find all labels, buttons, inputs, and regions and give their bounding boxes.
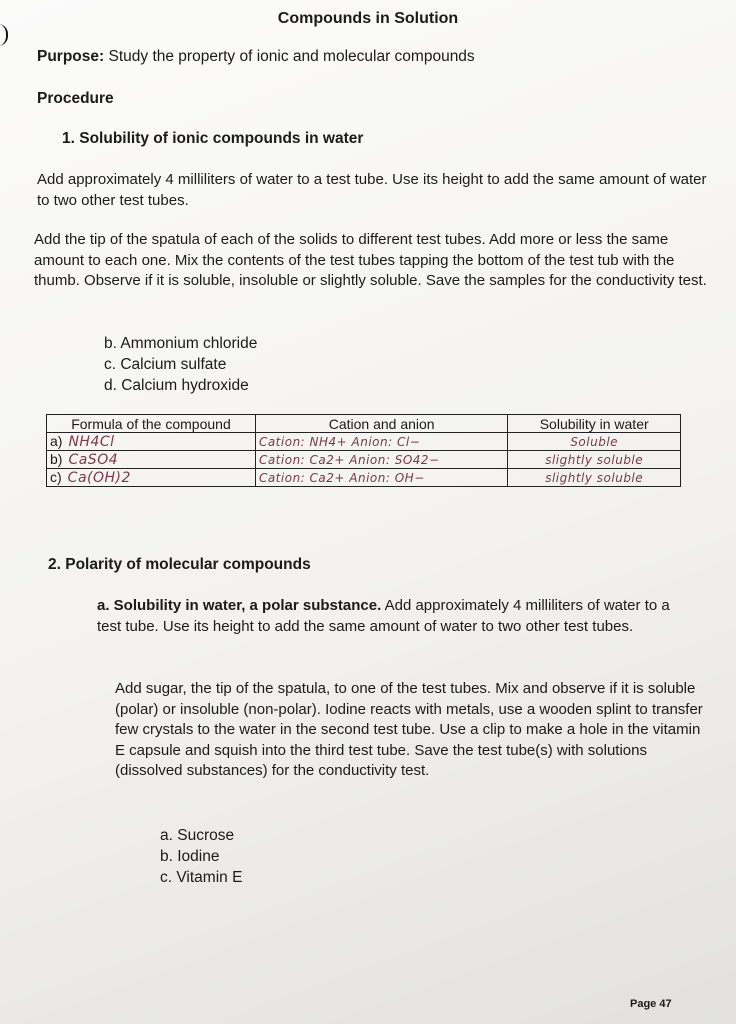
- handwritten-solubility: slightly soluble: [545, 471, 644, 485]
- formula-cell: [47, 451, 256, 469]
- solubility-table: [46, 414, 681, 487]
- handwritten-formula: Ca(OH)2: [67, 470, 131, 486]
- formula-cell: [47, 433, 256, 451]
- section2-heading: 2. Polarity of molecular compounds: [48, 556, 311, 573]
- ions-cell: [255, 451, 507, 469]
- page-title: Compounds in Solution: [277, 10, 459, 27]
- table-row: [47, 451, 681, 469]
- table-header-row: [47, 415, 681, 433]
- handwritten-ions: Cation: NH4+ Anion: Cl−: [258, 435, 421, 449]
- subsection-a-title: a. Solubility in water, a polar substance.: [97, 597, 382, 614]
- list-item: c. Calcium sulfate: [104, 356, 227, 373]
- list-item: a. Sucrose: [160, 827, 235, 844]
- solubility-cell: [508, 469, 681, 487]
- purpose-label: Purpose:: [37, 48, 105, 65]
- handwritten-ions: Cation: Ca2+ Anion: OH−: [258, 471, 425, 485]
- section1-compound-list: [104, 333, 257, 396]
- list-item: b. Iodine: [160, 848, 220, 865]
- section1-heading: 1. Solubility of ionic compounds in water: [62, 130, 364, 147]
- table-row: [47, 433, 681, 451]
- list-item: c. Vitamin E: [160, 869, 243, 886]
- header-solubility: Solubility in water: [508, 415, 681, 433]
- header-formula: Formula of the compound: [47, 415, 256, 433]
- formula-cell: [47, 469, 256, 487]
- handwritten-ions: Cation: Ca2+ Anion: SO42−: [258, 453, 440, 467]
- subsection-a-text: Add approximately 4 milliliters of water to a test tube. Use its height to add the same amount of water to two other test tubes.: [97, 597, 670, 635]
- ions-cell: [255, 433, 507, 451]
- table-row: [47, 469, 681, 487]
- handwritten-formula: CaSO4: [68, 452, 119, 468]
- handwritten-solubility: Soluble: [570, 435, 619, 449]
- row-label: a): [50, 433, 63, 449]
- section2-subsection-a: [97, 596, 687, 637]
- solubility-cell: [508, 451, 681, 469]
- section2-paragraph-2: Add sugar, the tip of the spatula, to one of the test tubes. Mix and observe if it is soluble (polar) or insoluble (non-polar). Iodine reacts with metals, use a wooden splint to transfer few crystals to the water in the second test tube. Use a clip to make a hole in the vitamin E capsule and squish into the third test tube. Save the test tube(s) with solutions (dissolved substances) for the conductivity test.: [115, 680, 703, 779]
- solubility-cell: [508, 433, 681, 451]
- row-label: b): [50, 451, 63, 467]
- ions-cell: [255, 469, 507, 487]
- list-item: b. Ammonium chloride: [104, 335, 258, 352]
- list-item: d. Calcium hydroxide: [104, 377, 249, 394]
- section1-paragraph-1: Add approximately 4 milliliters of water to a test tube. Use its height to add the same amount of water to two other test tubes.: [37, 171, 707, 209]
- handwritten-formula: NH4Cl: [68, 434, 115, 450]
- purpose-text: Study the property of ionic and molecular compounds: [108, 48, 475, 65]
- handwritten-solubility: slightly soluble: [545, 453, 644, 467]
- page-number: Page 47: [630, 998, 672, 1010]
- header-ions: Cation and anion: [255, 415, 507, 433]
- procedure-heading: Procedure: [37, 90, 114, 107]
- row-label: c): [50, 469, 62, 485]
- section2-substance-list: [160, 825, 242, 888]
- purpose-line: [37, 48, 475, 66]
- section1-paragraph-2: Add the tip of the spatula of each of the solids to different test tubes. Add more or less the same amount to each one. Mix the contents of the test tubes tapping the bottom of the test tub with the thumb. Observe if it is soluble, insoluble or slightly soluble. Save the samples for the conductivity test.: [34, 231, 707, 289]
